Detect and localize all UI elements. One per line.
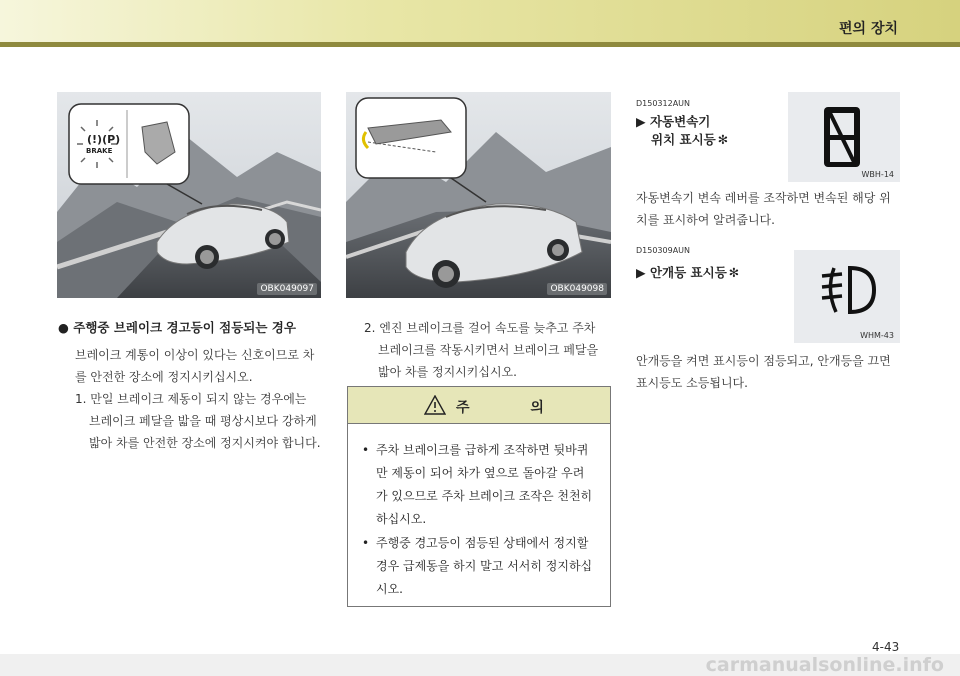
image-code: OBK049097 xyxy=(257,283,317,295)
numbered-item-cont: 밟아 차를 정지시키십시오. xyxy=(378,365,517,379)
header-band xyxy=(0,42,960,47)
paragraph-line: 안개등을 켜면 표시등이 점등되고, 안개등을 끄면 xyxy=(636,354,891,368)
numbered-item: 1. 만일 브레이크 제동이 되지 않는 경우에는 xyxy=(75,392,307,406)
paragraph-line: 자동변속기 변속 레버를 조작하면 변속된 해당 위 xyxy=(636,191,891,205)
image-code: WHM-43 xyxy=(860,331,894,340)
image-code: WBH-14 xyxy=(861,170,894,179)
numbered-item: 2. 엔진 브레이크를 걸어 속도를 늦추고 주차 xyxy=(364,321,596,335)
caution-header xyxy=(348,387,610,424)
fog-light-icon xyxy=(794,250,900,343)
caution-item: • 주차 브레이크를 급하게 조작하면 뒷바퀴 만 제동이 되어 차가 옆으로 돌아갈 우려 가 있으므로 주차 브레이크 조작은 천천히 하십시오. xyxy=(362,443,593,526)
paragraph-line: 치를 표시하여 알려줍니다. xyxy=(636,213,775,227)
gear-position-icon xyxy=(788,92,900,182)
header-bar xyxy=(0,0,960,42)
section-heading: ● 주행중 브레이크 경고등이 점등되는 경우 xyxy=(58,320,296,335)
caution-item: • 주행중 경고등이 점등된 상태에서 정지할 경우 급제동을 하지 말고 서서히 정지하십 시오. xyxy=(362,536,593,596)
parking-brake-photo xyxy=(346,92,611,298)
fog-light-indicator-image xyxy=(794,250,900,343)
gear-position-indicator-image xyxy=(788,92,900,182)
section-code: D150312AUN xyxy=(636,99,691,108)
paragraph-line: 브레이크 계통이 이상이 있다는 신호이므로 차 xyxy=(75,348,315,362)
caution-title: 주 의 xyxy=(456,400,572,416)
page-number: 4-43 xyxy=(872,640,900,654)
paragraph-line: 를 안전한 장소에 정지시키십시오. xyxy=(75,370,253,384)
section-title-cont: 위치 표시등 ✻ xyxy=(651,132,729,147)
numbered-item-cont: 밟아 차를 안전한 장소에 정지시켜야 합니다. xyxy=(89,436,321,450)
paragraph-line: 표시등도 소등됩니다. xyxy=(636,376,748,390)
caution-box xyxy=(347,386,611,607)
numbered-item-cont: 브레이크 페달을 밟을 때 평상시보다 강하게 xyxy=(89,414,317,428)
numbered-item-cont: 브레이크를 작동시키면서 브레이크 페달을 xyxy=(378,343,599,357)
section-title: ▶ 안개등 표시등 ✻ xyxy=(636,265,740,280)
page-section-title: 편의 장치 xyxy=(839,21,898,37)
brake-warning-photo xyxy=(57,92,321,298)
section-title: ▶ 자동변속기 xyxy=(636,114,711,129)
watermark: carmanualsonline.info xyxy=(0,654,960,676)
warning-icon xyxy=(424,395,446,415)
section-code: D150309AUN xyxy=(636,246,691,255)
brake-indicator-label: BRAKE xyxy=(86,147,113,155)
caution-list xyxy=(360,439,604,602)
brake-indicator-icon: (!)(P) xyxy=(87,133,121,146)
image-code: OBK049098 xyxy=(547,283,607,295)
